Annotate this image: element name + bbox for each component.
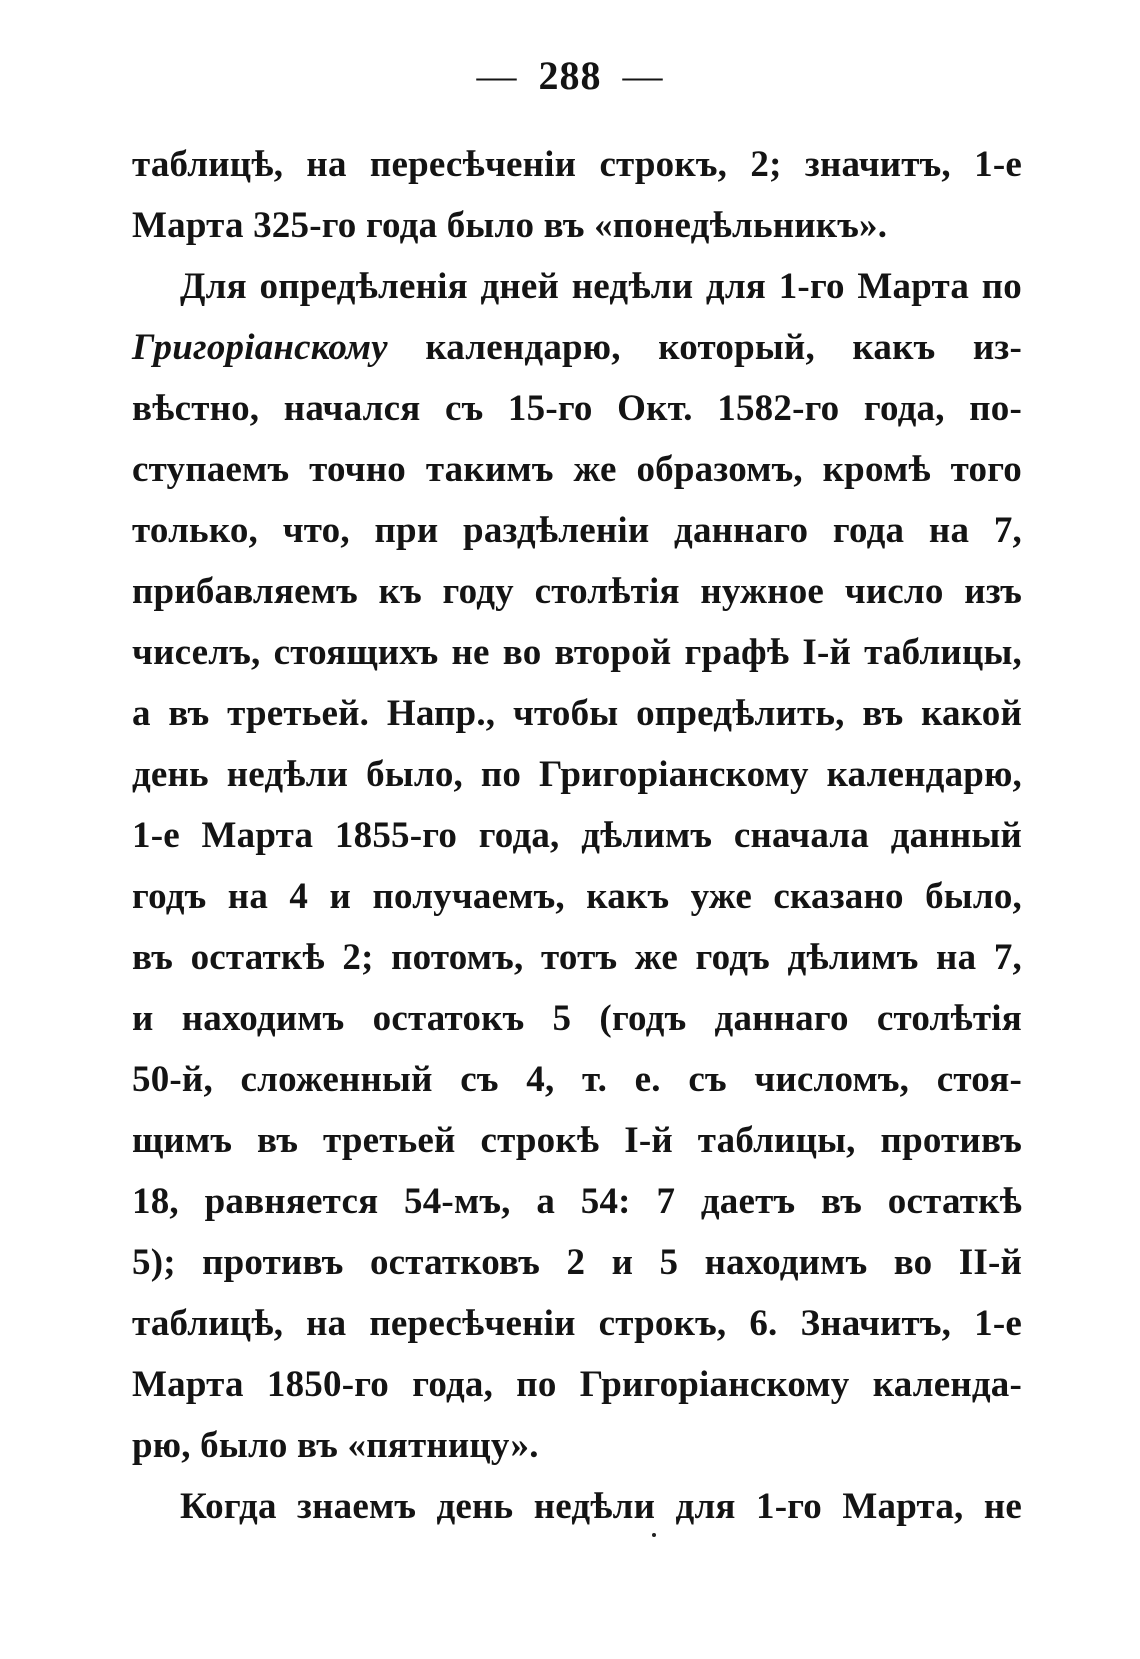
text-line-14: въ остаткѣ 2; потомъ, тотъ же годъ дѣлимъ на 7, [132,937,1022,978]
text-line-13: годъ на 4 и получаемъ, какъ уже сказано было, [132,876,1022,917]
text-line-8: прибавляемъ къ году столѣтія нужное число изъ [132,571,1022,612]
text-line-6: ступаемъ точно такимъ же образомъ, кромѣ того [132,449,1022,490]
text-line-22: рю, было въ «пятницу». [132,1425,539,1466]
text-line-19: 5); противъ остатковъ 2 и 5 находимъ во II-й [132,1242,1022,1283]
page-body [132,134,1022,1537]
page-number: 288 [538,53,602,98]
text-line-15: и находимъ остатокъ 5 (годъ даннаго столѣтія [132,998,1022,1039]
text-line-1: таблицѣ, на пересѣченіи строкъ, 2; значитъ, 1-е [132,144,1022,185]
text-line-17: щимъ въ третьей строкѣ I-й таблицы, противъ [132,1120,1022,1161]
text-line-4 [132,317,1022,378]
header-dash-right: — [622,53,664,98]
text-line-9: чиселъ, стоящихъ не во второй графѣ I-й таблицы, [132,632,1022,673]
ink-speck [652,1533,656,1537]
text-line-2: Марта 325-го года было въ «понедѣльникъ». [132,205,888,246]
page-header [0,52,1140,99]
italic-term: Григоріанскому [132,327,388,368]
text-line-16: 50-й, сложенный съ 4, т. е. съ числомъ, стоя- [132,1059,1022,1100]
text-line-12: 1-е Марта 1855-го года, дѣлимъ сначала данный [132,815,1022,856]
text-line-3: Для опредѣленія дней недѣли для 1-го Марта по [180,266,1022,307]
text-line-11: день недѣли было, по Григоріанскому календарю, [132,754,1022,795]
text-line-10: а въ третьей. Напр., чтобы опредѣлить, въ какой [132,693,1022,734]
text-line-20: таблицѣ, на пересѣченіи строкъ, 6. Значитъ, 1-е [132,1303,1022,1344]
text-line-18: 18, равняется 54-мъ, а 54: 7 даетъ въ остаткѣ [132,1181,1022,1222]
header-dash-left: — [476,53,518,98]
text-line-23: Когда знаемъ день недѣли для 1-го Марта, не [180,1486,1022,1527]
text-line-5: вѣстно, начался съ 15-го Окт. 1582-го года, по- [132,388,1022,429]
text-line-21: Марта 1850-го года, по Григоріанскому календа- [132,1364,1022,1405]
text-line-7: только, что, при раздѣленіи даннаго года на 7, [132,510,1022,551]
text-line-4-rest: календарю, который, какъ из- [425,327,1022,368]
